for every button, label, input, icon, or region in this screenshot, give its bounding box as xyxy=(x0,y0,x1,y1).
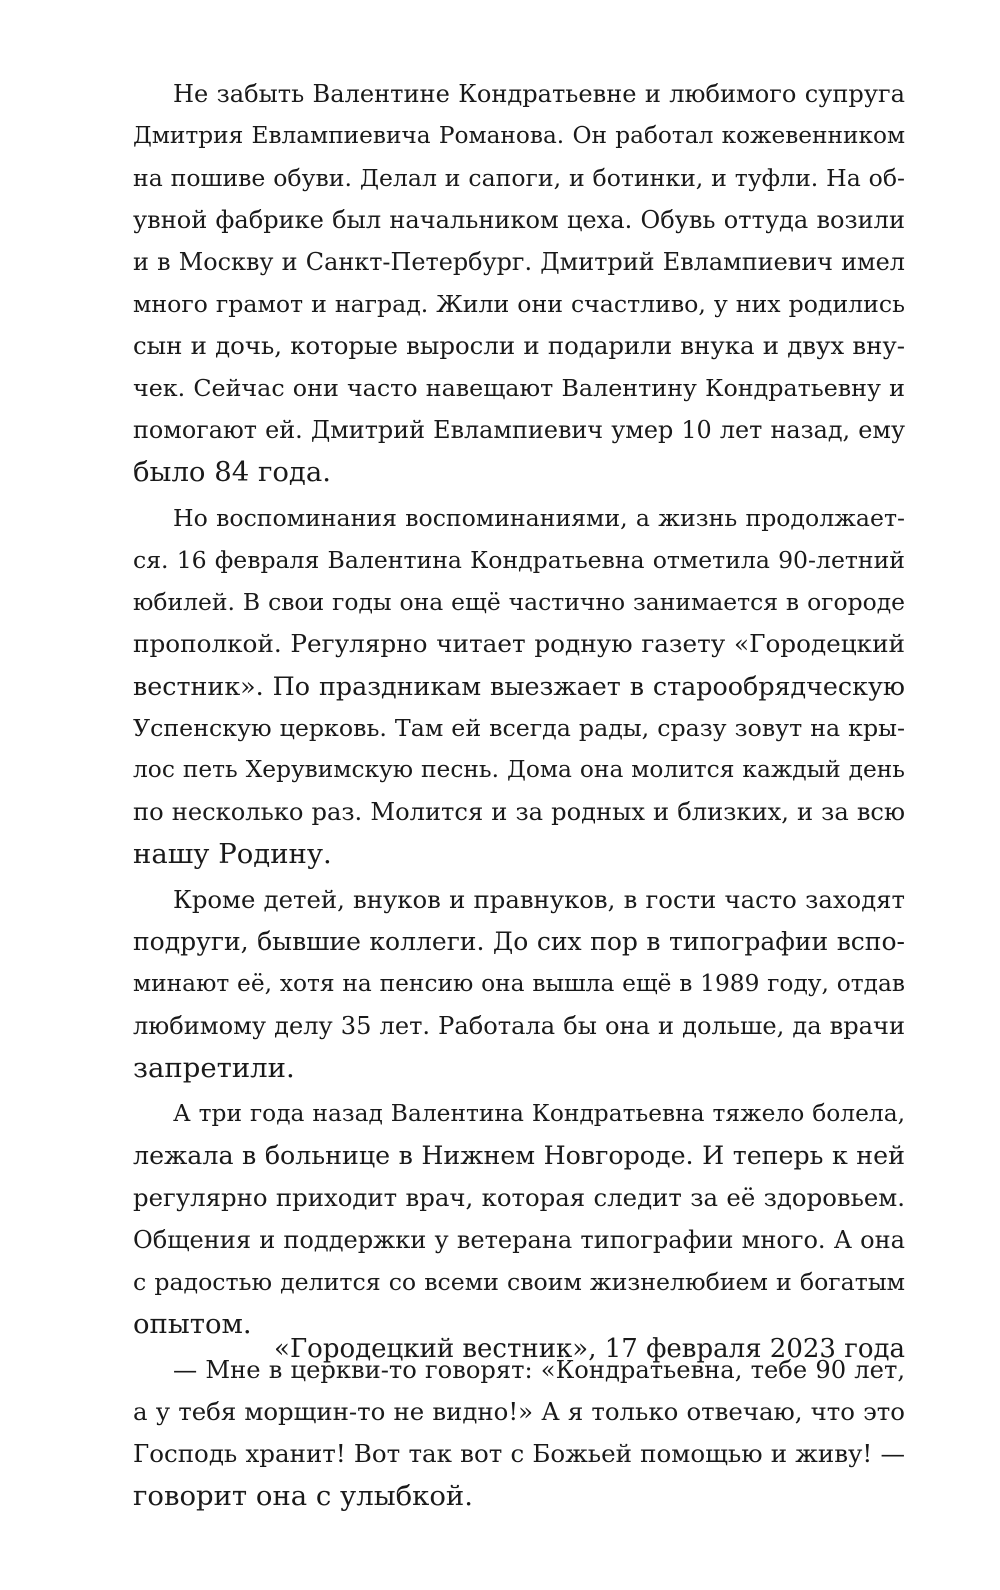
text-line: говорит она с улыбкой. xyxy=(133,1480,473,1512)
text-line: Общения и поддержки у ветерана типографии много. А она xyxy=(133,1226,905,1254)
text-line: нашу Родину. xyxy=(133,838,332,870)
text-line: помогают ей. Дмитрий Евлампиевич умер 10 лет назад, ему xyxy=(133,416,905,444)
text-line: Дмитрия Евлампиевича Романова. Он работал кожевенником xyxy=(133,122,905,149)
text-line: Успенскую церковь. Там ей всегда рады, сразу зовут на кры- xyxy=(133,714,905,742)
text-line: любимому делу 35 лет. Работала бы она и дольше, да врачи xyxy=(133,1012,905,1040)
text-line: опытом. xyxy=(133,1308,252,1340)
text-line: регулярно приходит врач, которая следит за её здоровьем. xyxy=(133,1183,905,1212)
text-line: много грамот и наград. Жили они счастливо, у них родились xyxy=(133,290,905,318)
source-citation: «Городецкий вестник», 17 февраля 2023 года xyxy=(274,1334,905,1364)
text-line: Но воспоминания воспоминаниями, а жизнь продолжает- xyxy=(173,504,905,532)
text-line: Кроме детей, внуков и правнуков, в гости часто заходят xyxy=(173,885,905,914)
text-line: юбилей. В свои годы она ещё частично занимается в огороде xyxy=(133,588,905,616)
text-line: по несколько раз. Молится и за родных и близких, и за всю xyxy=(133,798,905,826)
paragraph-3 xyxy=(133,879,905,1089)
paragraph-5-quote xyxy=(133,1349,905,1517)
text-line: на пошиве обуви. Делал и сапоги, и ботинки, и туфли. На об- xyxy=(133,164,905,192)
text-line: лос петь Херувимскую песнь. Дома она молится каждый день xyxy=(133,756,905,783)
text-line: прополкой. Регулярно читает родную газету «Городецкий xyxy=(133,629,905,658)
article-body xyxy=(133,73,905,1517)
text-line: с радостью делится со всеми своим жизнелюбием и богатым xyxy=(133,1268,905,1296)
text-line: сын и дочь, которые выросли и подарили внука и двух вну- xyxy=(133,331,905,360)
text-line: — Мне в церкви-то говорят: «Кондратьевна, тебе 90 лет, xyxy=(173,1356,905,1384)
paragraph-1 xyxy=(133,73,905,493)
text-line: А три года назад Валентина Кондратьевна тяжело болела, xyxy=(173,1100,905,1127)
text-line: чек. Сейчас они часто навещают Валентину Кондратьевну и xyxy=(133,374,905,402)
paragraph-4 xyxy=(133,1093,905,1345)
text-line: запретили. xyxy=(133,1052,295,1084)
text-line: было 84 года. xyxy=(133,456,331,488)
text-line: а у тебя морщин-то не видно!» А я только отвечаю, что это xyxy=(133,1397,905,1426)
text-line: ся. 16 февраля Валентина Кондратьевна отметила 90-летний xyxy=(133,546,905,574)
text-line: минают её, хотя на пенсию она вышла ещё в 1989 году, отдав xyxy=(133,970,905,997)
text-line: вестник». По праздникам выезжает в старообрядческую xyxy=(133,671,905,701)
text-line: подруги, бывшие коллеги. До сих пор в типографии вспо- xyxy=(133,927,905,956)
text-line: Не забыть Валентине Кондратьевне и любимого супруга xyxy=(173,80,905,108)
text-line: лежала в больнице в Нижнем Новгороде. И теперь к ней xyxy=(133,1141,905,1170)
text-line: увной фабрике был начальником цеха. Обувь оттуда возили xyxy=(133,206,905,234)
paragraph-2 xyxy=(133,497,905,875)
text-line: и в Москву и Санкт-Петербург. Дмитрий Евлампиевич имел xyxy=(133,248,905,276)
text-line: Господь хранит! Вот так вот с Божьей помощью и живу! — xyxy=(133,1439,905,1468)
